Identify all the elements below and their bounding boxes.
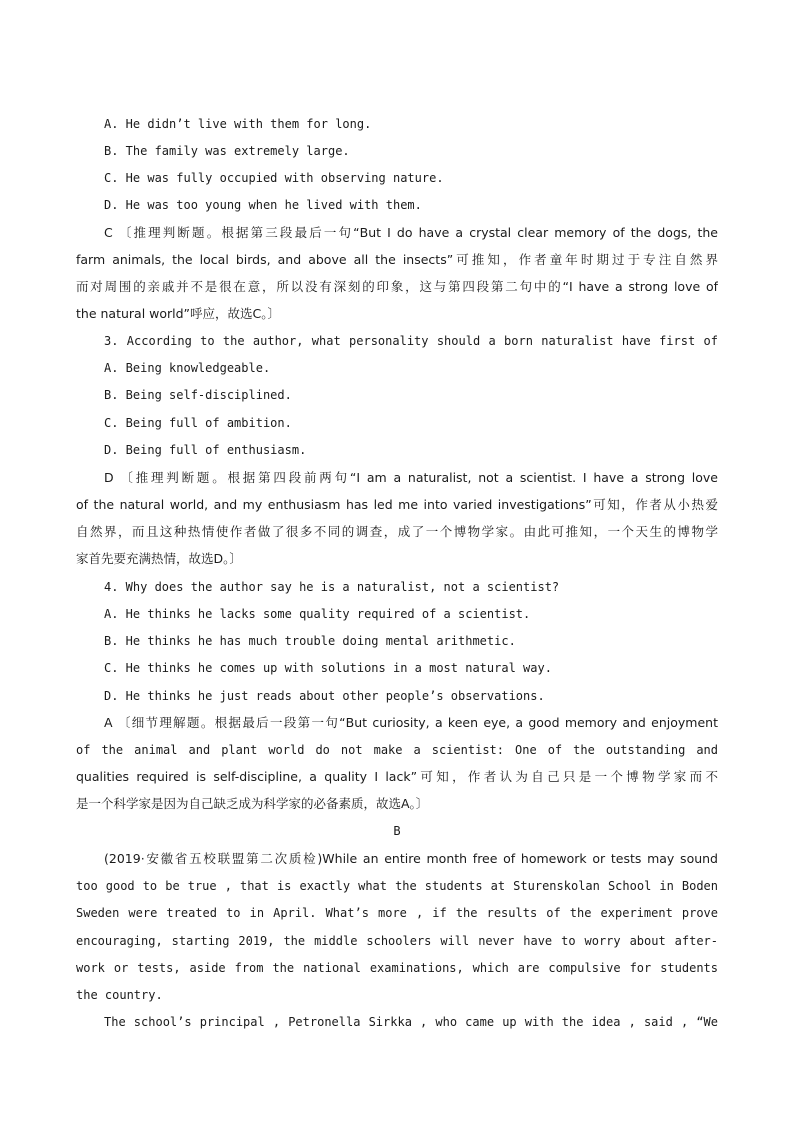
q4-option-b: B. He thinks he has much trouble doing mental arithmetic. xyxy=(104,634,516,648)
passage-b-line-6: the country. xyxy=(76,988,163,1002)
q2-option-c: C. He was fully occupied with observing nature. xyxy=(104,171,444,185)
answer2-line-2: farm animals, the local birds, and above all the insects”可推知，作者童年时期过于专注自然界 xyxy=(76,252,718,267)
answer2-line-4: the natural world”呼应，故选C。〕 xyxy=(76,306,281,321)
passage-b-line-1: (2019·安徽省五校联盟第二次质检)While an entire month free of homework or tests may sound xyxy=(104,851,718,866)
passage-b-line-7: The school’s principal , Petronella Sirkka , who came up with the idea , said , “We xyxy=(104,1015,718,1029)
q3-option-a: A. Being knowledgeable. xyxy=(104,361,271,375)
answer3-line-4: 家首先要充满热情，故选D。〕 xyxy=(76,551,242,566)
answer4-line-2: of the animal and plant world do not make a scientist: One of the outstanding and xyxy=(76,743,718,757)
passage-b-line-5: work or tests, aside from the national examinations, which are compulsive for students xyxy=(76,961,718,975)
answer2-line-3: 而对周围的亲戚并不是很在意，所以没有深刻的印象，这与第四段第二句中的“I have a strong love of xyxy=(76,279,718,294)
q2-option-d: D. He was too young when he lived with them. xyxy=(104,198,422,212)
answer4-line-4: 是一个科学家是因为自己缺乏成为科学家的必备素质，故选A。〕 xyxy=(76,796,429,811)
q3-option-d: D. Being full of enthusiasm. xyxy=(104,443,307,457)
q4-option-c: C. He thinks he comes up with solutions in a most natural way. xyxy=(104,661,552,675)
answer2-line-1: C 〔推理判断题。根据第三段最后一句“But I do have a crystal clear memory of the dogs, the xyxy=(104,225,718,240)
answer4-line-1: A 〔细节理解题。根据最后一段第一句“But curiosity, a keen eye, a good memory and enjoyment xyxy=(104,715,718,730)
q3-option-b: B. Being self-disciplined. xyxy=(104,388,292,402)
answer3-line-2: of the natural world, and my enthusiasm has led me into varied investigations”可知，作者从小热爱 xyxy=(76,497,718,512)
section-b-heading: B xyxy=(393,824,401,838)
answer4-line-3: qualities required is self-discipline, a quality I lack”可知，作者认为自己只是一个博物学家而不 xyxy=(76,769,718,784)
q2-option-a: A. He didn’t live with them for long. xyxy=(104,117,372,131)
q4-stem: 4. Why does the author say he is a naturalist, not a scientist? xyxy=(104,580,560,594)
passage-b-line-4: encouraging, starting 2019, the middle schoolers will never have to worry about after- xyxy=(76,934,718,948)
passage-b-line-2: too good to be true , that is exactly what the students at Sturenskolan School in Boden xyxy=(76,879,718,893)
answer3-line-3: 自然界，而且这种热情使作者做了很多不同的调查，成了一个博物学家。由此可推知，一个天生的博物学 xyxy=(76,524,718,539)
q3-stem: 3. According to the author, what personality should a born naturalist have first of xyxy=(104,334,718,348)
passage-b-line-3: Sweden were treated to in April. What’s more , if the results of the experiment prove xyxy=(76,906,718,920)
answer3-line-1: D 〔推理判断题。根据第四段前两句“I am a naturalist, not a scientist. I have a strong love xyxy=(104,470,718,485)
q4-option-a: A. He thinks he lacks some quality required of a scientist. xyxy=(104,607,531,621)
q3-option-c: C. Being full of ambition. xyxy=(104,416,292,430)
q2-option-b: B. The family was extremely large. xyxy=(104,144,350,158)
q4-option-d: D. He thinks he just reads about other people’s observations. xyxy=(104,689,545,703)
